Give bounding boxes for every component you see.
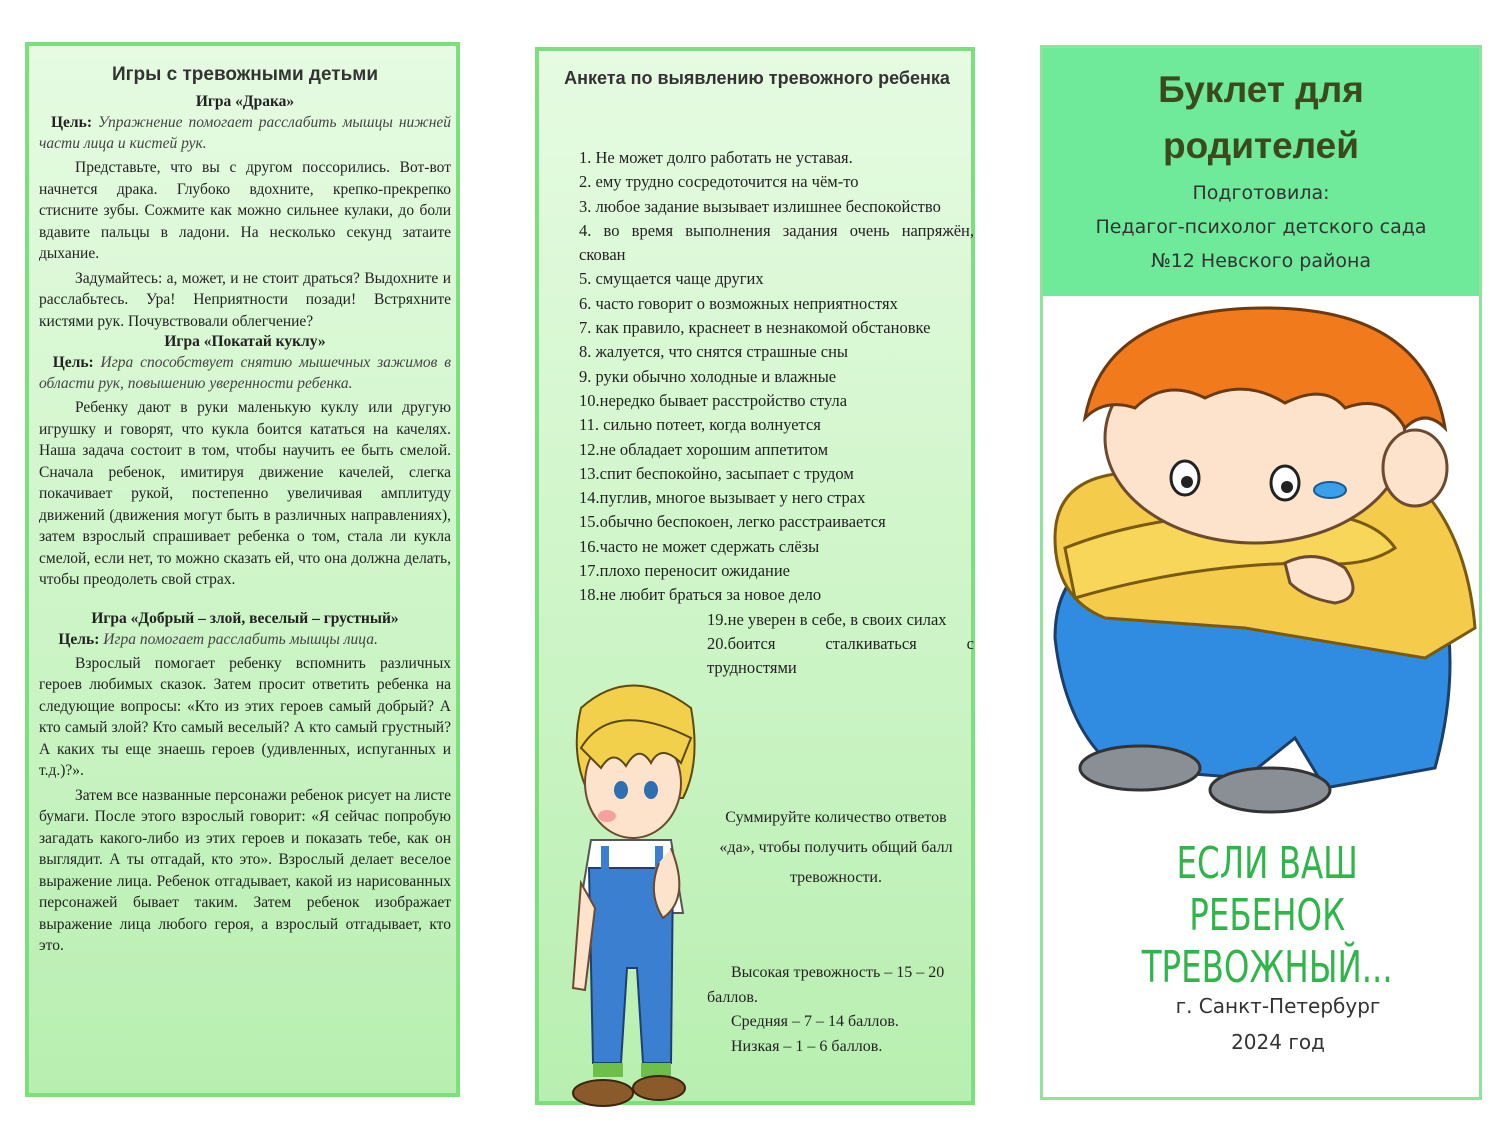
prepared-by: Подготовила: (1192, 182, 1330, 204)
author-line: Педагог-психолог детского сада (1095, 216, 1427, 238)
question-item: 14.пуглив, многое вызывает у него страх (579, 488, 866, 508)
city-name: г. Санкт-Петербург (1175, 994, 1381, 1018)
game1-paragraph-2: Задумайтесь: а, может, и не стоит драться? Выдохните и расслабьтесь. Ура! Неприятности позади! Встряхните кистями рук. Почувствовали облегчение? (39, 269, 451, 330)
games-panel (25, 42, 460, 1097)
question-item: 9. руки обычно холодные и влажные (579, 366, 837, 386)
question-item: 18.не любит браться за новое дело (579, 585, 822, 605)
game3-paragraph-1: Взрослый помогает ребенку вспомнить различных героев любимых сказок. Затем просит ответить ребенка на следующие вопросы: «Кто из этих героев самый добрый? А кто самый злой? Кто самый веселый? А кто самый грустный? А каких ты еще знаешь героев (удивленных, испуганных и т.д.)?». (39, 654, 451, 779)
boy-illustration (551, 668, 711, 1108)
cover-panel (1040, 45, 1482, 1100)
crying-child-illustration (1045, 298, 1481, 818)
game2-title: Игра «Покатай куклу» (164, 333, 326, 350)
cover-big-title (1095, 838, 1439, 994)
question-item: 17.плохо переносит ожидание (579, 561, 791, 581)
title-line: родителей (1163, 125, 1359, 166)
question-item: 10.нередко бывает расстройство стула (579, 390, 848, 410)
big-title-line: ТРЕВОЖНЫЙ... (1141, 942, 1393, 993)
question-item: 11. сильно потеет, когда волнуется (579, 415, 821, 435)
question-item: 2. ему трудно сосредоточится на чём-то (579, 172, 859, 192)
game2-paragraph-1: Ребенку дают в руки маленькую куклу или другую игрушку и говорят, что кукла боится кататься на качелях. Наша задача состоит в том, чтобы научить ее быть смелой. Сначала ребенок, имитируя движение качелей, слегка покачивает рукой, постепенно увеличивая амплитуду движений (движения могут быть в различных направлениях), затем взрослый спрашивает ребенка о том, стала ли кукла смелой, если нет, то можно сказать ей, что она должна делать, чтобы преодолеть свой страх. (39, 399, 451, 588)
goal-text: Игра помогает расслабить мышцы лица. (103, 630, 378, 648)
question-item: 3. любое задание вызывает излишнее беспокойство (579, 196, 941, 216)
question-item: 15.обычно беспокоен, легко расстраивается (579, 512, 886, 532)
summary-text: Суммируйте количество ответов «да», чтобы получить общий балл тревожности. (719, 809, 953, 886)
title-box (1043, 48, 1479, 296)
question-item: 8. жалуется, что снятся страшные сны (579, 342, 849, 362)
title-line: Буклет для (1158, 69, 1364, 110)
question-list (579, 146, 974, 681)
goal-label: Цель: (51, 114, 92, 131)
questionnaire-panel (535, 47, 975, 1105)
scores-block (707, 961, 967, 1059)
game1-title: Игра «Драка» (195, 93, 295, 110)
score-low: Низкая – 1 – 6 баллов. (731, 1037, 883, 1055)
game3-title: Игра «Добрый – злой, веселый – грустный» (91, 609, 399, 627)
goal-label: Цель: (52, 354, 94, 371)
year: 2024 год (1231, 1030, 1325, 1054)
game3-goal (39, 629, 451, 650)
question-item: 20.боится сталкиваться с трудностями (707, 633, 974, 678)
question-item: 13.спит беспокойно, засыпает с трудом (579, 463, 854, 483)
goal-text: Упражнение помогает расслабить мышцы нижней части лица и кистей рук. (39, 114, 452, 152)
question-item: 7. как правило, краснеет в незнакомой обстановке (579, 318, 931, 338)
game1-goal (39, 112, 451, 154)
game3-paragraph-2: Затем все названные персонажи ребенок рисует на листе бумаги. После этого взрослый говорит: «Я сейчас попробую загадать какого-либо из этих героев и показать тебе, как он выглядит. А ты отгадай, кто это». Взрослый делает веселое выражение лица. Ребенок отгадывает, какой из нарисованных персонажей бывает таким. Затем ребенок изображает выражение лица любого героя, а взрослый отгадывает, кто это. (39, 786, 451, 954)
question-item: 12.не обладает хорошим аппетитом (579, 439, 829, 459)
question-item: 4. во время выполнения задания очень напряжён, скован (579, 220, 974, 265)
big-title-line: РЕБЕНОК (1189, 890, 1346, 941)
score-high: Высокая тревожность – 15 – 20 баллов. (707, 964, 945, 1006)
booklet-title (1043, 62, 1479, 174)
city-year (1043, 988, 1500, 1060)
games-heading: Игры с тревожными детьми (111, 64, 379, 85)
goal-text: Игра способствует снятию мышечных зажимов в области рук, повышению уверенности ребенка. (39, 354, 451, 392)
question-item: 16.часто не может сдержать слёзы (579, 536, 820, 556)
question-item: 6. часто говорит о возможных неприятностях (579, 293, 898, 313)
game1-paragraph-1: Представьте, что вы с другом поссорились. Вот-вот начнется драка. Глубоко вдохните, крепко-прекрепко стисните зубы. Сожмите как можно сильнее кулаки, до боли вдавите пальцы в ладони. На несколько секунд затаите дыхание. (39, 159, 451, 262)
question-item: 5. смущается чаще других (579, 269, 764, 289)
big-title-line: ЕСЛИ ВАШ (1176, 838, 1358, 889)
questionnaire-heading: Анкета по выявлению тревожного ребенка (564, 68, 950, 88)
goal-label: Цель: (58, 630, 100, 648)
game2-goal (39, 352, 451, 394)
score-mid: Средняя – 7 – 14 баллов. (731, 1013, 899, 1030)
question-item: 19.не уверен в себе, в своих силах (707, 609, 947, 629)
author-line: №12 Невского района (1150, 250, 1372, 272)
question-item: 1. Не может долго работать не уставая. (579, 148, 853, 167)
